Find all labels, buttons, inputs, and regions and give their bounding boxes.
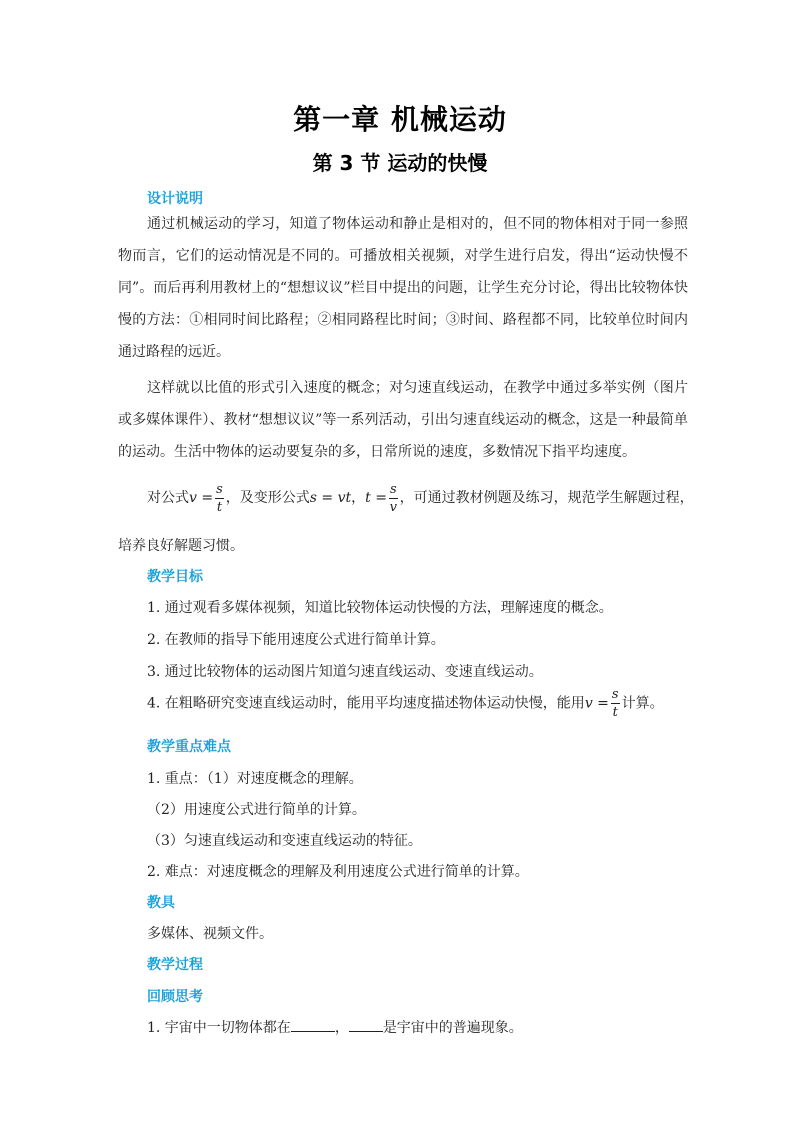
fraction-denominator: t (612, 705, 618, 720)
goal-item-1: 1. 通过观看多媒体视频，知道比较物体运动快慢的方法，理解速度的概念。 (147, 600, 613, 616)
heading-goals: 教学目标 (147, 569, 203, 585)
heading-review: 回顾思考 (147, 989, 203, 1005)
fraction-numerator: s (611, 687, 619, 702)
goal4-v-eq: v = (584, 695, 609, 712)
key-point-3: （3）匀速直线运动和变速直线运动的特征。 (147, 833, 422, 849)
formula-v-eq: v = (189, 490, 214, 506)
tools-text: 多媒体、视频文件。 (147, 926, 273, 942)
key-point-1: 1. 重点：（1）对速度概念的理解。 (147, 771, 363, 787)
formula-t-eq: t = (365, 490, 387, 506)
heading-process: 教学过程 (147, 957, 203, 973)
design-paragraph-1: 通过机械运动的学习，知道了物体运动和静止是相对的，但不同的物体相对于同一参照物而言，它们的运动情况是不同的。可播放相关视频，对学生进行启发，得出“运动快慢不同”。而后再利用教材上的“想想议议”栏目中提出的问题，让学生充分讨论，得出比较物体快慢的方法：①相同时间比路程；②相同路程比时间；③时间、路程都不同，比较单位时间内通过路程的远近。 (118, 216, 688, 360)
formula-fraction-s-over-v (389, 483, 398, 514)
formula-line (147, 482, 694, 514)
formula-fraction-s-over-t (215, 483, 224, 514)
formula-continuation: 培养良好解题习惯。 (118, 538, 244, 554)
answer-blank-1[interactable] (291, 1019, 335, 1032)
goal-item-2: 2. 在教师的指导下能用速度公式进行简单计算。 (147, 632, 445, 648)
answer-blank-2[interactable] (349, 1019, 383, 1032)
formula-comma: ， (351, 490, 366, 506)
question-suffix: 是宇宙中的普遍现象。 (382, 1020, 523, 1036)
section-title: 第 3 节 运动的快慢 (312, 151, 488, 175)
goal-item-4 (147, 688, 664, 719)
goal4-fraction-s-over-t (611, 688, 620, 719)
formula-prefix: 对公式 (147, 490, 189, 506)
key-point-2: （2）用速度公式进行简单的计算。 (147, 802, 366, 818)
question-prefix: 1. 宇宙中一切物体都在 (147, 1020, 291, 1036)
key-point-4: 2. 难点：对速度概念的理解及利用速度公式进行简单的计算。 (147, 864, 529, 880)
formula-s-eq-vt: s = vt (309, 490, 352, 506)
goal-item-3: 3. 通过比较物体的运动图片知道匀速直线运动、变速直线运动。 (147, 664, 543, 680)
heading-key-points: 教学重点难点 (147, 739, 231, 755)
formula-middle: ，及变形公式 (225, 490, 310, 506)
goal4-suffix: 计算。 (621, 695, 664, 712)
formula-suffix: ，可通过教材例题及练习，规范学生解题过程， (399, 490, 694, 506)
fraction-numerator: s (216, 481, 223, 497)
fraction-denominator: t (216, 499, 223, 515)
question-comma: ， (334, 1020, 349, 1036)
chapter-title: 第一章 机械运动 (293, 103, 507, 136)
design-paragraph-2: 这样就以比值的形式引入速度的概念；对匀速直线运动，在教学中通过多举实例（图片或多媒体课件）、教材“想想议议”等一系列活动，引出匀速直线运动的概念，这是一种最简单的运动。生活中物体的运动要复杂的多，日常所说的速度，多数情况下指平均速度。 (118, 380, 688, 460)
review-question-1 (147, 1017, 523, 1037)
fraction-denominator: v (389, 499, 397, 515)
fraction-numerator: s (389, 481, 397, 497)
heading-design: 设计说明 (147, 191, 203, 207)
goal4-prefix: 4. 在粗略研究变速直线运动时，能用平均速度描述物体运动快慢，能用 (147, 695, 585, 712)
heading-tools: 教具 (147, 895, 175, 911)
